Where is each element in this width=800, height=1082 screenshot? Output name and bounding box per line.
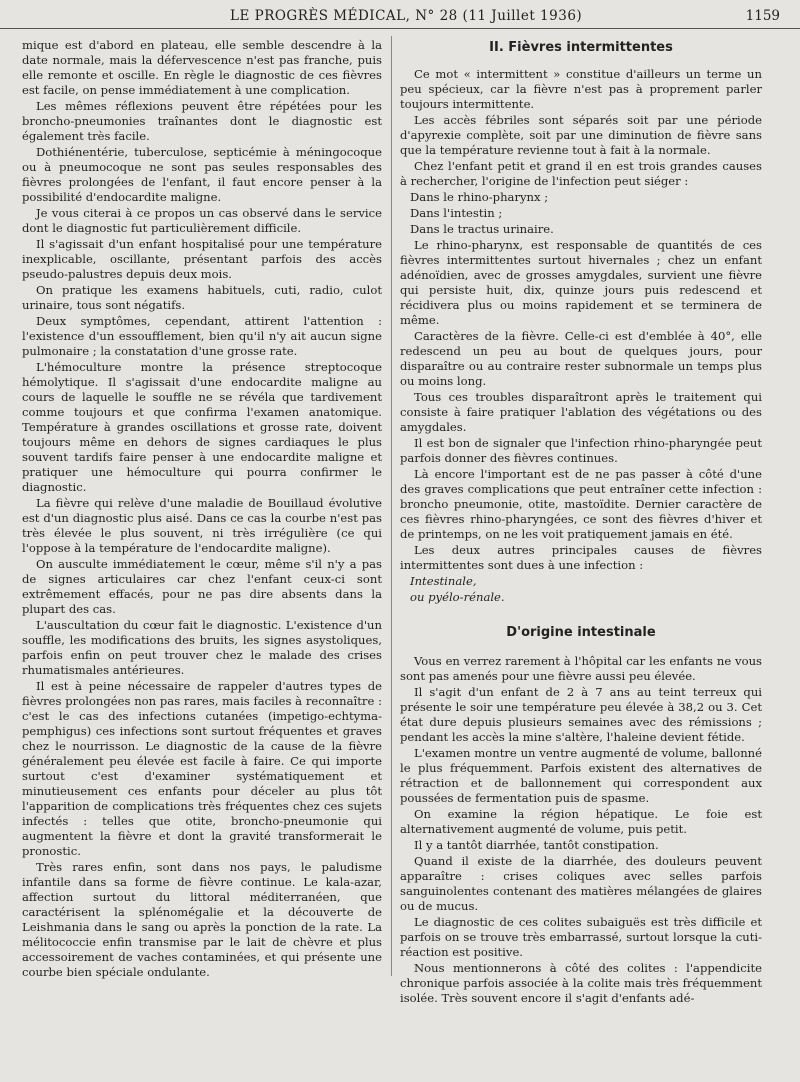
- paragraph: Le diagnostic de ces colites subaiguës est très difficile et parfois on se trouve très embarrassé, surtout lorsque la cuti-réaction est positive.: [400, 915, 762, 959]
- paragraph: Il s'agissait d'un enfant hospitalisé pour une température inexplicable, oscillante, présentant parfois des accès pseudo-palustres depuis deux mois.: [22, 237, 382, 281]
- left-column: [22, 38, 382, 981]
- section-title: II. Fièvres intermittentes: [489, 40, 673, 55]
- journal-title: LE PROGRÈS MÉDICAL, N° 28 (11 Juillet 1936): [230, 8, 583, 24]
- paragraph: Nous mentionnerons à côté des colites : l'appendicite chronique parfois associée à la colite mais très fréquemment isolée. Très souvent encore il s'agit d'enfants adé-: [400, 961, 762, 1005]
- paragraph: Ce mot « intermittent » constitue d'ailleurs un terme un peu spécieux, car la fièvre n'est pas à proprement parler toujours intermittente.: [400, 67, 762, 111]
- paragraph: Caractères de la fièvre. Celle-ci est d'emblée à 40°, elle redescend un peu au bout de quelques jours, pour disparaître ou au contraire rester subnormale un temps plus ou moins long.: [400, 329, 762, 388]
- paragraph: Je vous citerai à ce propos un cas observé dans le service dont le diagnostic fut particulièrement difficile.: [22, 206, 382, 235]
- paragraph: On examine la région hépatique. Le foie est alternativement augmenté de volume, puis petit.: [400, 807, 762, 836]
- list-item: ou pyélo-rénale.: [410, 590, 505, 604]
- list-item: Dans le tractus urinaire.: [410, 222, 554, 236]
- origin-list: [400, 190, 762, 237]
- page-number: 1159: [745, 8, 780, 24]
- paragraph: On ausculte immédiatement le cœur, même s'il n'y a pas de signes articulaires car chez l'enfant ceux-ci sont extrêmement effacés, pour ne pas dire absents dans la plupart des cas.: [22, 557, 382, 616]
- paragraph: Tous ces troubles disparaîtront après le traitement qui consiste à faire pratiquer l'ablation des végétations ou des amygdales.: [400, 390, 762, 434]
- list-item: Intestinale,: [410, 574, 477, 588]
- paragraph: On pratique les examens habituels, cuti, radio, culot urinaire, tous sont négatifs.: [22, 283, 382, 312]
- paragraph: Il y a tantôt diarrhée, tantôt constipation.: [414, 838, 659, 852]
- paragraph: L'examen montre un ventre augmenté de volume, ballonné le plus fréquemment. Parfois existent des alternatives de rétraction et de ballonnement qui correspondent aux poussées de fermentation puis de spasme.: [400, 746, 762, 805]
- right-column: [400, 38, 762, 1007]
- paragraph: Dothiénentérie, tuberculose, septicémie à méningocoque ou à pneumocoque ne sont pas seules responsables des fièvres prolongées de l'enfant, il faut encore penser à la possibilité d'endocardite maligne.: [22, 145, 382, 204]
- causes-list: [400, 574, 762, 605]
- paragraph: mique est d'abord en plateau, elle semble descendre à la date normale, mais la défervescence n'est pas franche, puis elle remonte et oscille. En règle le diagnostic de ces fièvres est facile, on pense immédiatement à une complication.: [22, 38, 382, 97]
- column-divider: [391, 36, 392, 976]
- paragraph: Il est bon de signaler que l'infection rhino-pharyngée peut parfois donner des fièvres continues.: [400, 436, 762, 465]
- paragraph: Il est à peine nécessaire de rappeler d'autres types de fièvres prolongées non pas rares, mais faciles à reconnaître : c'est le cas des infections cutanées (impetigo-echtyma-pemphigus) ces infections sont surtout fréquentes et graves chez le nourrisson. Le diagnostic de la cause de la fièvre généralement peu élevée est facile à faire. Ce qui importe surtout c'est d'examiner systématiquement et minutieusement ces enfants pour déceler au plus tôt l'apparition de complications très fréquentes chez ces sujets infectés : telles que otite, broncho-pneumonie qui augmentent la fièvre et dont la gravité transformerait le pronostic.: [22, 679, 382, 858]
- paragraph: Les deux autres principales causes de fièvres intermittentes sont dues à une infection :: [400, 543, 762, 572]
- paragraph: Il s'agit d'un enfant de 2 à 7 ans au teint terreux qui présente le soir une température peu élevée à 38,2 ou 3. Cet état dure depuis plusieurs semaines avec des rémissions ; pendant les accès la mine s'altère, l'haleine devient fétide.: [400, 685, 762, 744]
- paragraph: Là encore l'important est de ne pas passer à côté d'une des graves complications que peut entraîner cette infection : broncho pneumonie, otite, mastoïdite. Dernier caractère de ces fièvres rhino-pharyngées, ce sont des fièvres d'hiver et de printemps, on ne les voit pratiquement jamais en été.: [400, 467, 762, 541]
- paragraph: Très rares enfin, sont dans nos pays, le paludisme infantile dans sa forme de fièvre continue. Le kala-azar, affection surtout du littoral méditerranéen, que caractérisent la splénomégalie et la découverte de Leishmania dans le sang ou après la ponction de la rate. La mélitococcie enfin transmise par le lait de chèvre et plus accessoirement de vaches contaminées, et qui présente une courbe bien spéciale ondulante.: [22, 860, 382, 979]
- paragraph: Quand il existe de la diarrhée, des douleurs peuvent apparaître : crises coliques avec selles parfois sanguinolentes contenant des matières mélangées de glaires ou de mucus.: [400, 854, 762, 913]
- paragraph: Le rhino-pharynx, est responsable de quantités de ces fièvres intermittentes surtout hivernales ; chez un enfant adénoïdien, avec de grosses amygdales, survient une fièvre qui persiste huit, dix, quinze jours puis redescend et récidivera plus ou moins rapidement et se terminera de même.: [400, 238, 762, 327]
- list-item: Dans le rhino-pharynx ;: [410, 190, 549, 204]
- paragraph: Vous en verrez rarement à l'hôpital car les enfants ne vous sont pas amenés pour une fièvre aussi peu élevée.: [400, 654, 762, 683]
- paragraph: Chez l'enfant petit et grand il en est trois grandes causes à rechercher, l'origine de l'infection peut siéger :: [400, 159, 762, 188]
- paragraph: L'hémoculture montre la présence streptocoque hémolytique. Il s'agissait d'une endocardite maligne au cours de laquelle le souffle ne se révéla que tardivement comme toujours et que confirma l'examen anatomique. Température à grandes oscillations et grosse rate, doivent toujours même en dehors de signes cardiaques le plus souvent tardifs faire penser à une endocardite maligne et pratiquer une hémoculture qui pourra confirmer le diagnostic.: [22, 360, 382, 494]
- list-item: Dans l'intestin ;: [410, 206, 503, 220]
- paragraph: L'auscultation du cœur fait le diagnostic. L'existence d'un souffle, les modifications des bruits, les signes asystoliques, parfois enfin on peut trouver chez le malade des crises rhumatismales antérieures.: [22, 618, 382, 677]
- subsection-title: D'origine intestinale: [506, 625, 656, 640]
- paragraph: Les mêmes réflexions peuvent être répétées pour les broncho-pneumonies traînantes dont le diagnostic est également très facile.: [22, 99, 382, 143]
- paragraph: Les accès fébriles sont séparés soit par une période d'apyrexie complète, soit par une diminution de fièvre sans que la température revienne tout à fait à la normale.: [400, 113, 762, 157]
- paragraph: Deux symptômes, cependant, attirent l'attention : l'existence d'un essoufflement, bien qu'il n'y ait aucun signe pulmonaire ; la constatation d'une grosse rate.: [22, 314, 382, 358]
- paragraph: La fièvre qui relève d'une maladie de Bouillaud évolutive est d'un diagnostic plus aisé. Dans ce cas la courbe n'est pas très élevée le plus souvent, ni très irrégulière (ce qui l'oppose à la température de l'endocardite maligne).: [22, 496, 382, 555]
- page-header: [0, 8, 800, 29]
